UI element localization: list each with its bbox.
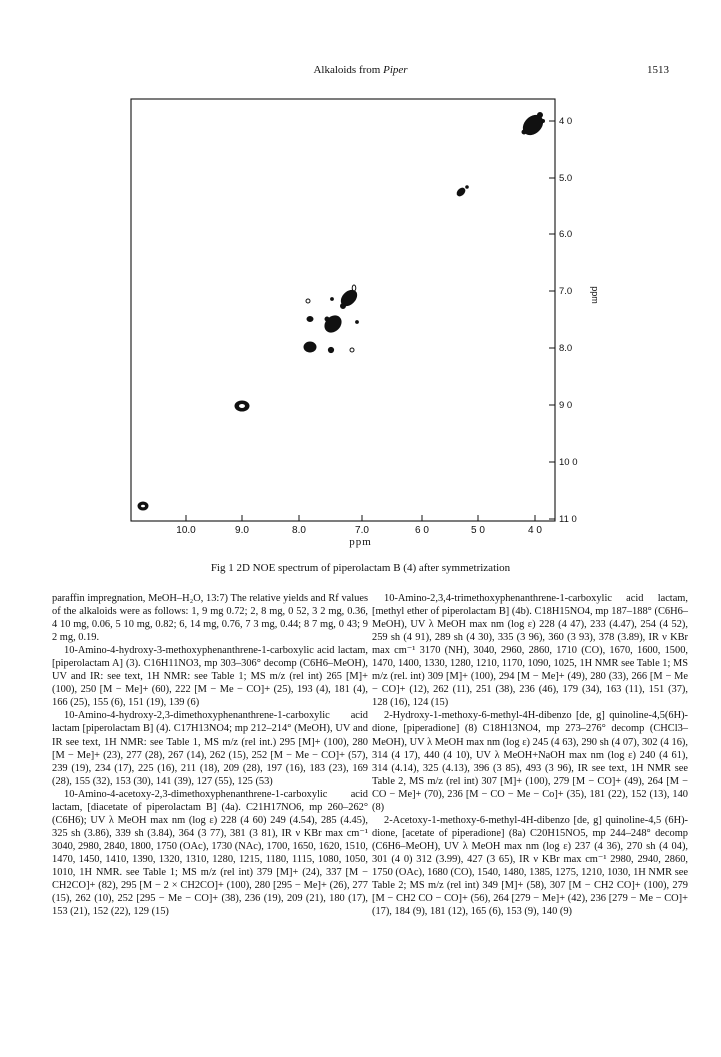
x-axis-title: ppm [349,536,372,548]
x-tick-label: 10.0 [176,525,196,536]
cross-peak [331,298,334,301]
cross-peak [322,313,345,336]
y-tick-label: 9 0 [559,400,573,411]
paragraph: paraffin impregnation, MeOH–H₂O, 13:7) The relative yields and Rf values of the alkaloids were as follows: 1, 9 mg 0.72; 2, 8 mg, 0 52, 3 2 mg, 0.36, 4 10 mg, 0.06, 5 10 mg, 0.82; 6, 14 mg, 0.76, 7 3 mg, 0.44; 8 7 mg, 0 43; 9 2 mg, 0.19. [52,593,368,644]
y-tick-labels [559,116,578,525]
diagonal-peak [138,502,148,510]
paragraph: 10-Amino-4-hydroxy-3-methoxyphenanthrene-1-carboxylic acid lactam, [piperolactam A] (3). C16H11NO3, mp 303–306° decomp (C6H6–MeOH), UV and IR: see text, 1H NMR: see Table 1; MS m/z (rel int) 265 [M]+ (100), 250 [M − Me]+ (60), 222 [M − Me − CO]+ (25), 193 (4), 181 (4), 166 (25), 155 (6), 151 (19), 139 (6) [52,645,368,709]
x-tick-label: 4 0 [528,525,542,536]
x-tick-label: 8.0 [292,525,306,536]
cross-peak [306,299,310,303]
y-tick-label: 8.0 [559,343,573,354]
cross-peak [356,321,359,324]
cross-peak [304,342,316,352]
y-tick-label: 6.0 [559,229,573,240]
x-tick-label: 6 0 [415,525,429,536]
y-tick-label: 10 0 [559,457,578,468]
y-tick-label: 7.0 [559,286,573,297]
cross-peak [328,347,333,352]
cross-peak [350,348,354,352]
diagonal-peak [520,112,547,139]
y-tick-label: 11 0 [559,514,577,525]
paragraph: 10-Amino-4-hydroxy-2,3-dimethoxyphenanthrene-1-carboxylic acid lactam [piperolactam B] (4). C17H13NO4; mp 212–214° (MeOH), UV and IR see text, 1H NMR: see Table 1, MS m/z (rel int.) 295 [M]+ (100), 280 [M − Me]+ (23), 277 (28), 267 (14), 262 (15), 252 [M − Me − CO]+ (57), 239 (19), 234 (17), 225 (16), 211 (18), 209 (28), 197 (16), 183 (23), 169 (28), 155 (32), 153 (30), 141 (39), 127 (55), 125 (53) [52,710,368,787]
y-tick-label: 5.0 [559,173,573,184]
diagonal-peak [456,186,469,198]
diagonal-peak [338,285,359,309]
y-tick-label: 4 0 [559,116,573,127]
x-tick-label: 5 0 [471,525,485,536]
paragraph: 2-Hydroxy-1-methoxy-6-methyl-4H-dibenzo [de, g] quinoline-4,5(6H)-dione, [piperadione] (8) C18H13NO4, mp 273–276° decomp (CHCl3–MeOH), UV λ MeOH max nm (log ε) 245 (4 63), 290 sh (4 07), 302 (4 16), 314 (4 17), 440 (4 10), UV λ MeOH+NaOH max nm (log ε) 240 (4 61), 314 (4.14), 325 (4.13), 396 (3 85), 493 (3 96), IR see text, 1H NMR see Table 2, MS m/z (rel int) 307 [M]+ (100), 279 [M − CO]+ (49), 264 [M − CO − Me]+ (70), 236 [M − CO − Me − Co]+ (35), 181 (22), 152 (13), 140 (8) [372,710,688,813]
paragraph: 10-Amino-2,3,4-trimethoxyphenanthrene-1-carboxylic acid lactam, [methyl ether of piperolactam B] (4b). C18H15NO4, mp 187–188° (C6H6–MeOH), UV λ MeOH max nm (log ε) 228 (4 47), 233 (4.47), 254 (4 52), 259 sh (4 91), 289 sh (4 30), 335 (3 96), 360 (3 93), 378 (3.89), IR ν KBr max cm⁻¹ 3170 (NH), 3040, 2960, 2860, 1710 (CO), 1670, 1600, 1500, 1470, 1400, 1330, 1280, 1210, 1170, 1090, 1025, 1H NMR see Table 1; MS m/z (rel. int) 309 [M]+ (100), 294 [M − Me]+ (49), 280 (33), 266 [M − Me − CO]+ (12), 262 (11), 251 (38), 236 (46), 179 (34), 163 (11), 151 (37), 128 (16), 124 (15) [372,593,688,709]
cross-peak [307,317,313,322]
x-tick-labels [176,525,542,536]
right-column [372,592,688,918]
plot-ticks [186,121,555,521]
paragraph: 10-Amino-4-acetoxy-2,3-dimethoxyphenanthrene-1-carboxylic acid lactam, [diacetate of piperolactam B] (4a). C21H17NO6, mp 260–262° (C6H6); UV λ MeOH max nm (log ε) 228 (4 60) 249 (4.54), 285 (4.45), 325 sh (3.86), 339 sh (3.84), 364 (3 77), 381 (3 81), IR ν KBr max cm⁻¹ 3040, 2980, 2840, 1800, 1750 (OAc), 1730 (NAc), 1700, 1650, 1620, 1510, 1470, 1450, 1410, 1390, 1320, 1310, 1280, 1215, 1180, 1115, 1080, 1050, 1010, 1H NMR. see Table 1; MS m/z (rel int) 379 [M]+ (24), 337 [M − CH2CO]+ (82), 295 [M − 2 × CH2CO]+ (100), 280 [295 − Me]+ (26), 277 (15), 262 (10), 252 [295 − Me − CO]+ (38), 236 (19), 209 (21), 180 (17), 153 (21), 152 (22), 129 (15) [52,788,368,918]
paragraph: 2-Acetoxy-1-methoxy-6-methyl-4H-dibenzo [de, g] quinoline-4,5 (6H)- dione, [acetate of piperadione] (8a) C20H15NO5, mp 244–248° decomp (C6H6–MeOH), UV λ MeOH max nm (log ε) 237 (4 36), 270 sh (4 04), 301 (4 0) 312 (3.99), 427 (3 65), IR ν KBr max cm⁻¹ 2980, 2940, 2860, 1750 (OAc), 1680 (CO), 1540, 1480, 1385, 1275, 1210, 1030, 1H NMR see Table 2; MS m/z (rel int) 349 [M]+ (58), 307 [M − CH2 CO]+ (100), 279 [M − CH2 CO − CO]+ (56), 264 [279 − Me]+ (42), 236 [279 − Me − CO]+ (17), 184 (9), 181 (12), 165 (6), 153 (9), 140 (9) [372,814,688,918]
left-column [52,592,368,918]
page-number: 1513 [647,64,669,76]
figure-caption: Fig 1 2D NOE spectrum of piperolactam B (4) after symmetrization [210,562,511,574]
running-title: Alkaloids from Piper [313,64,408,76]
plot-frame [131,99,555,521]
x-tick-label: 9.0 [235,525,249,536]
y-axis-title: ppm [590,286,600,304]
diagonal-peak [235,401,249,411]
cross-peaks [138,112,546,510]
x-tick-label: 7.0 [355,525,369,536]
